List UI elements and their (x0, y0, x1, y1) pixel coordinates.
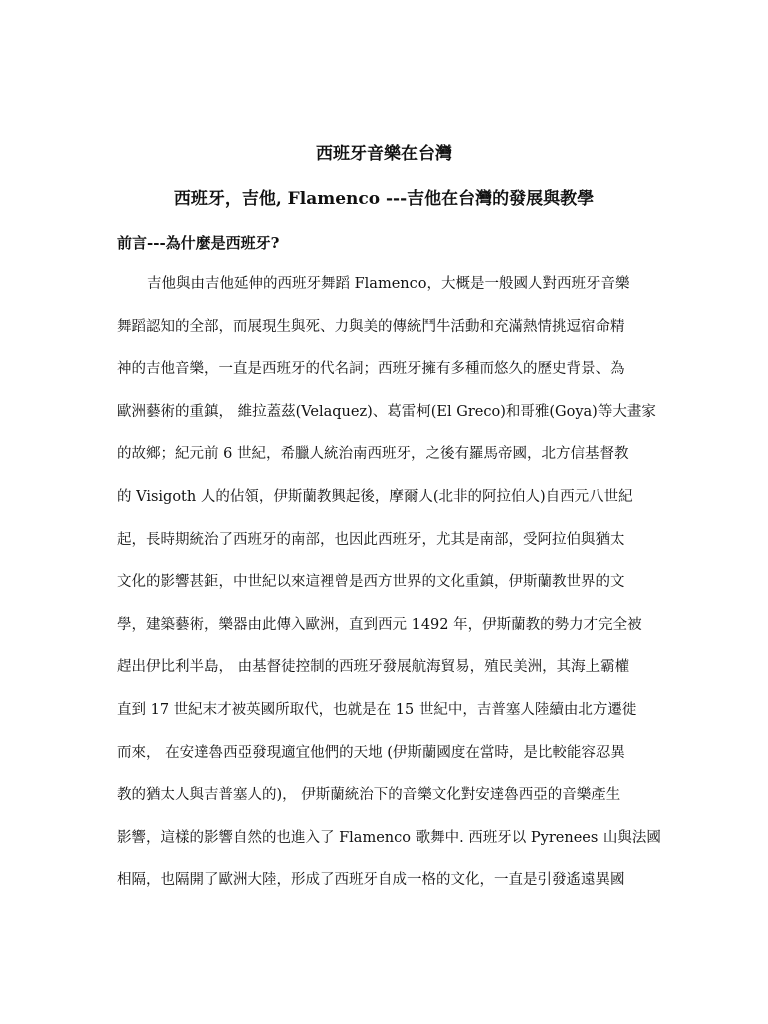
paragraph-line: 神的吉他音樂，一直是西班牙的代名詞；西班牙擁有多種而悠久的歷史背景、為 (117, 361, 625, 378)
paragraph-line: 文化的影響甚鉅，中世紀以來這裡曾是西方世界的文化重鎮，伊斯蘭教世界的文 (117, 574, 625, 591)
body-paragraph (117, 270, 661, 909)
paragraph-line: 直到 17 世紀末才被英國所取代，也就是在 15 世紀中，吉普塞人陸續由北方遷徙 (117, 701, 637, 718)
paragraph-line: 吉他與由吉他延伸的西班牙舞蹈 Flamenco，大概是一般國人對西班牙音樂 (147, 276, 630, 292)
section-heading: 前言---為什麼是西班牙? (117, 234, 280, 252)
paragraph-line: 教的猶太人與吉普塞人的)， 伊斯蘭統治下的音樂文化對安達魯西亞的音樂產生 (117, 787, 621, 804)
paragraph-line: 影響，這樣的影響自然的也進入了 Flamenco 歌舞中. 西班牙以 Pyrenees 山與法國 (117, 829, 661, 846)
paragraph-line: 起，長時期統治了西班牙的南部，也因此西班牙，尤其是南部，受阿拉伯與猶太 (117, 531, 625, 548)
document-subtitle: 西班牙，吉他, Flamenco ---吉他在台灣的發展與教學 (173, 189, 595, 209)
paragraph-line: 歐洲藝術的重鎮， 維拉蓋茲(Velaquez)、葛雷柯(El Greco)和哥雅(Goya)等大畫家 (117, 403, 656, 420)
paragraph-line: 學，建築藝術，樂器由此傳入歐洲，直到西元 1492 年，伊斯蘭教的勢力才完全被 (117, 616, 642, 633)
document-title: 西班牙音樂在台灣 (316, 144, 452, 164)
paragraph-line: 舞蹈認知的全部，而展現生與死、力與美的傳統鬥牛活動和充滿熱情挑逗宿命精 (117, 318, 625, 335)
paragraph-line: 而來， 在安達魯西亞發現適宜他們的天地 (伊斯蘭國度在當時，是比較能容忍異 (117, 744, 625, 761)
paragraph-line: 相隔，也隔開了歐洲大陸，形成了西班牙自成一格的文化，一直是引發遙遠異國 (117, 872, 625, 889)
paragraph-line: 的 Visigoth 人的佔領，伊斯蘭教興起後，摩爾人(北非的阿拉伯人)自西元八世紀 (117, 488, 633, 505)
paragraph-line: 趕出伊比利半島， 由基督徒控制的西班牙發展航海貿易，殖民美洲，其海上霸權 (117, 659, 630, 676)
paragraph-line: 的故鄉；紀元前 6 世紀，希臘人統治南西班牙，之後有羅馬帝國，北方信基督教 (117, 446, 629, 463)
